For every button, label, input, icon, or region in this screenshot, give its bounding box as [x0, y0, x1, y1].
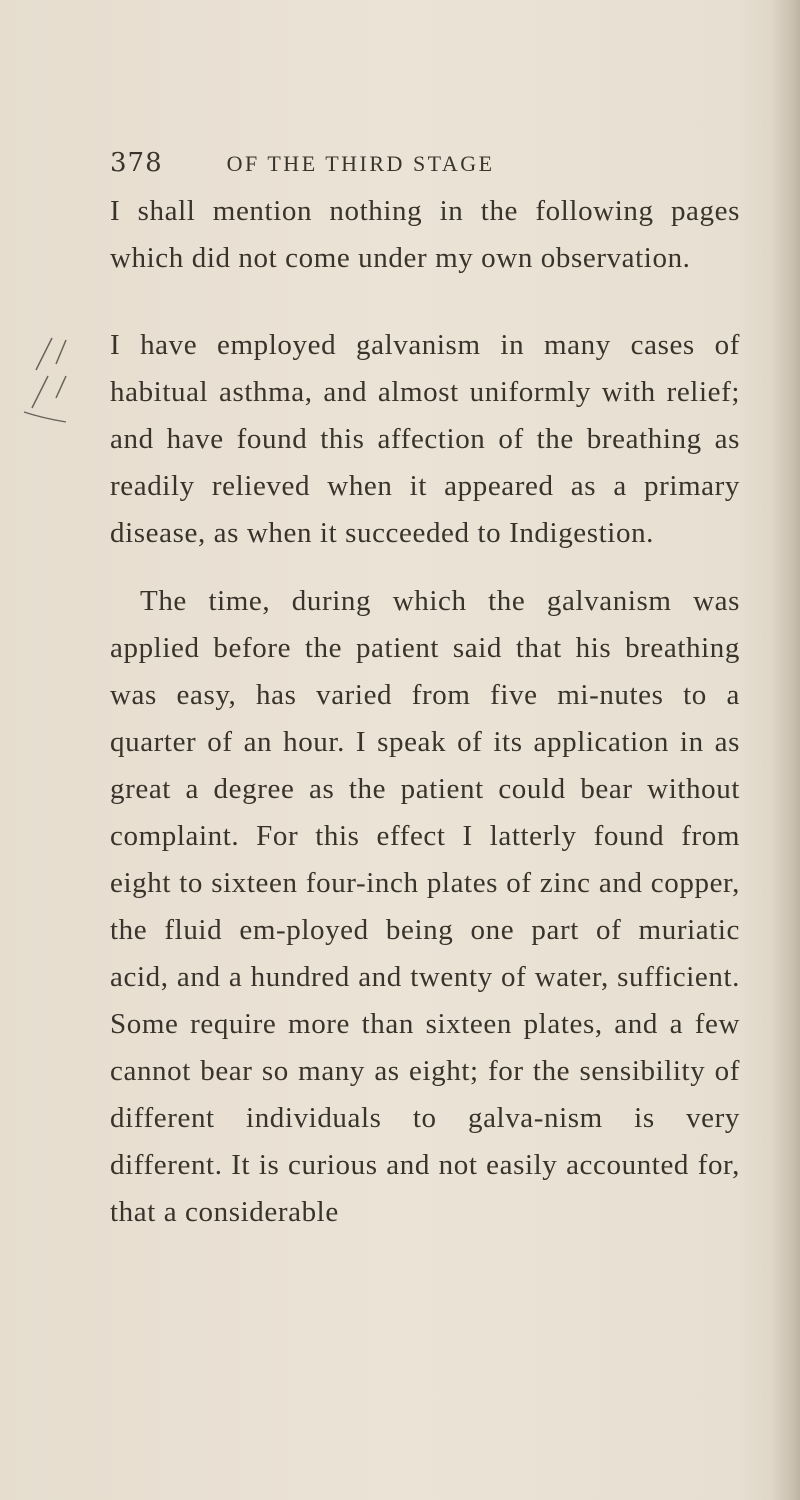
pencil-margin-mark-icon	[22, 320, 102, 440]
paragraph-3: The time, during which the galvanism was applied before the patient said that his breathing was easy, has varied from five mi-nutes to a quarter of an hour. I speak of its application in as great a degree as the patient could bear without complaint. For this effect I latterly found from eight to sixteen four-inch plates of zinc and copper, the fluid em-ployed being one part of muriatic acid, and a hundred and twenty of water, sufficient. Some require more than sixteen plates, and a few cannot bear so many as eight; for the sensibility of different individuals to galva-nism is very different. It is curious and not easily accounted for, that a considerable	[110, 585, 740, 1228]
page-edge-shadow	[772, 0, 800, 1500]
paragraph-1: I shall mention nothing in the following pages which did not come under my own observation.	[110, 195, 740, 274]
page-number: 378	[110, 148, 163, 178]
page-header	[110, 148, 750, 188]
paragraph-2: I have employed galvanism in many cases of habitual asthma, and almost uniformly with relief; and have found this affection of the breathing as readily relieved when it appeared as a primary disease, as when it succeeded to Indigestion.	[110, 329, 740, 549]
running-head: OF THE THIRD STAGE	[226, 151, 495, 176]
